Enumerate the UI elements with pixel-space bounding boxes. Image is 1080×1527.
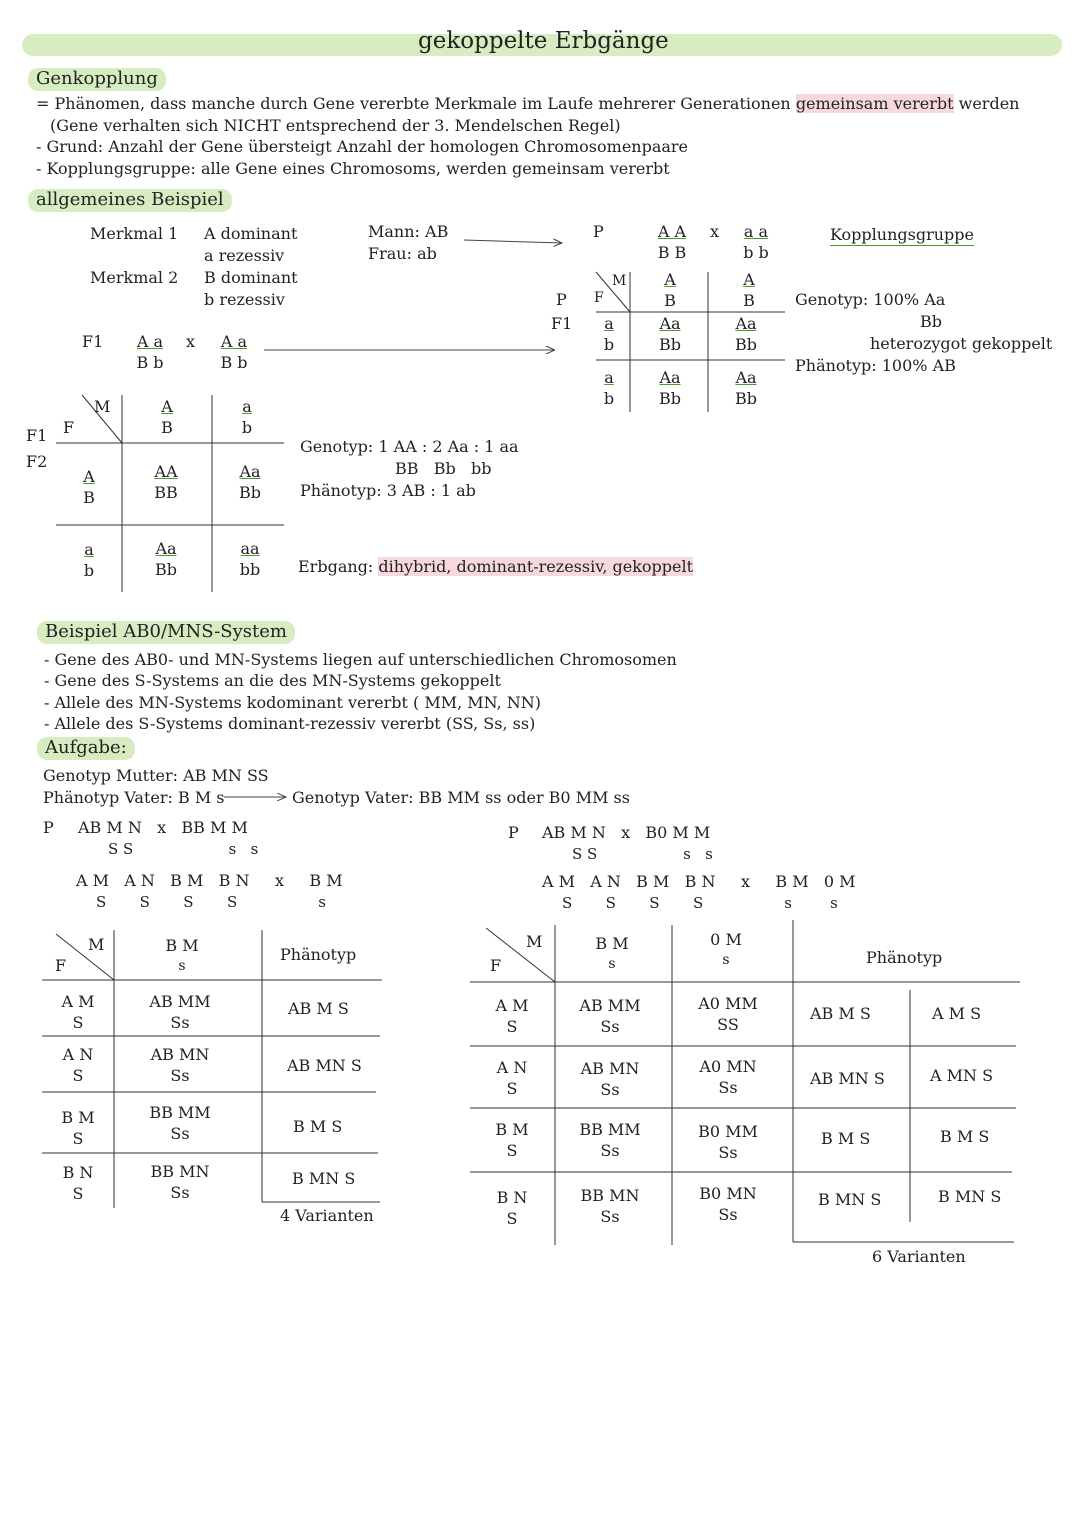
t: A0 MN: [699, 1057, 757, 1076]
right-row-3-p2: B M S: [940, 1127, 990, 1146]
b: Ss: [600, 1079, 620, 1099]
parent-ab-bottom: b b: [743, 242, 769, 262]
t: B M: [495, 1120, 529, 1139]
left-row-1-c: [140, 992, 220, 1034]
left-row-4-c: [140, 1162, 220, 1204]
b: b: [241, 417, 253, 437]
genotyp-mutter: Genotyp Mutter: AB MN SS: [43, 766, 269, 785]
b: Bb: [659, 334, 681, 354]
b: B: [161, 417, 173, 437]
right-row-2-p1: AB MN S: [810, 1069, 885, 1088]
right-gametes: A M A N B M B N x B M 0 M: [542, 872, 856, 891]
b: S: [72, 1012, 84, 1032]
t: Aa: [735, 314, 757, 333]
b: Bb: [155, 559, 177, 579]
t: Aa: [659, 314, 681, 333]
t: BB MM: [149, 1103, 211, 1122]
left-row-4-p: B MN S: [292, 1169, 356, 1188]
erbgang-line: [298, 557, 693, 577]
small-grid-m: M: [612, 273, 627, 289]
t: A: [664, 270, 676, 289]
right-row-4-g: [490, 1188, 534, 1230]
right-row-2-c1: [572, 1059, 648, 1101]
f2-m: M: [94, 397, 111, 416]
b: S: [506, 1208, 518, 1228]
b: Ss: [718, 1077, 738, 1097]
abo-line-2: - Gene des S-Systems an die des MN-Systems gekoppelt: [44, 671, 501, 690]
f2-cell-1: [146, 462, 186, 504]
f2-col-ab: [232, 397, 262, 439]
right-row-4-p1: B MN S: [818, 1190, 882, 1209]
small-row-ab1: [594, 314, 624, 356]
left-cross: AB M N x BB M M: [78, 818, 248, 837]
left-row-2-c: [140, 1045, 220, 1087]
b: Ss: [600, 1016, 620, 1036]
t: AA: [154, 462, 178, 481]
small-cell-1: [652, 314, 688, 356]
right-row-4-p2: B MN S: [938, 1187, 1002, 1206]
left-row-2-g: [56, 1045, 100, 1087]
phaenotyp-100: Phänotyp: 100% AB: [795, 356, 956, 375]
label-f1-side: F1: [26, 426, 48, 445]
small-cell-3: [652, 368, 688, 410]
left-varianten: 4 Varianten: [280, 1206, 374, 1225]
right-grid-f: F: [490, 956, 502, 975]
b: b: [603, 388, 615, 408]
t: B M: [61, 1108, 95, 1127]
merkmal1: Merkmal 1: [90, 224, 179, 243]
t: a: [604, 314, 614, 333]
parent-ab: [736, 222, 776, 264]
b: Ss: [170, 1182, 190, 1202]
t: A: [743, 270, 755, 289]
parent-AB: [652, 222, 692, 264]
small-cell-2: [728, 314, 764, 356]
t: B N: [62, 1163, 94, 1182]
b: Bb: [239, 482, 261, 502]
t: A M: [495, 996, 529, 1015]
b: b: [83, 560, 95, 580]
right-col-header-2: [696, 930, 756, 969]
definition-text: = Phänomen, dass manche durch Gene vererbte Merkmale im Laufe mehrerer Generationen: [36, 94, 796, 113]
genotyp-100: Genotyp: 100% Aa: [795, 290, 946, 309]
t: AB MN: [580, 1059, 640, 1078]
right-col-header-1: [582, 934, 642, 973]
b: B b: [136, 352, 164, 372]
f2-col-AB: [152, 397, 182, 439]
right-row-2-p2: A MN S: [930, 1066, 994, 1085]
grund-line: - Grund: Anzahl der Gene übersteigt Anzahl der homologen Chromosomenpaare: [36, 137, 689, 156]
arrow-right: [464, 240, 562, 243]
t: Aa: [155, 539, 177, 558]
right-cross: AB M N x B0 M M: [542, 823, 711, 842]
right-p: P: [508, 823, 519, 842]
b: s: [722, 951, 730, 968]
right-row-3-p1: B M S: [821, 1129, 871, 1148]
b: Bb: [659, 388, 681, 408]
small-row-ab2: [594, 368, 624, 410]
label-p: P: [593, 222, 604, 241]
left-cross-2: S S s s: [108, 840, 259, 858]
phaenotyp-f2: Phänotyp: 3 AB : 1 ab: [300, 481, 476, 500]
left-phaenotyp-header: Phänotyp: [280, 945, 357, 964]
f1-parent1: [132, 332, 168, 374]
abo-line-4: - Allele des S-Systems dominant-rezessiv vererbt (SS, Ss, ss): [44, 714, 536, 733]
m2-rezessiv: b rezessiv: [204, 290, 285, 309]
t: a: [84, 540, 94, 559]
t: B M: [595, 934, 629, 953]
parent-AB-top: A A: [657, 222, 687, 241]
b: B: [83, 487, 95, 507]
genotyp-vater: Genotyp Vater: BB MM ss oder B0 MM ss: [292, 788, 630, 807]
cross-x: x: [710, 222, 720, 241]
b: S: [72, 1128, 84, 1148]
t: BB MN: [580, 1186, 640, 1205]
frau: Frau: ab: [368, 244, 437, 263]
small-col-AB2: [734, 270, 764, 312]
left-col-header: [152, 936, 212, 975]
t: B M: [165, 936, 199, 955]
b: Ss: [718, 1204, 738, 1224]
genotyp-f2: Genotyp: 1 AA : 2 Aa : 1 aa: [300, 437, 519, 456]
small-grid-f: F: [594, 290, 604, 306]
b: B: [743, 290, 755, 310]
label-f2-side: F2: [26, 452, 48, 471]
t: B N: [496, 1188, 528, 1207]
m1-rezessiv: a rezessiv: [204, 246, 285, 265]
f2-row-AB: [74, 467, 104, 509]
b: BB: [154, 482, 178, 502]
b: Bb: [735, 334, 757, 354]
t: a: [604, 368, 614, 387]
right-row-1-c2: [690, 994, 766, 1036]
right-gametes-2: S S S S s s: [562, 894, 838, 912]
right-row-1-p2: A M S: [932, 1004, 982, 1023]
t: Aa: [239, 462, 261, 481]
right-row-3-c1: [572, 1120, 648, 1162]
erbgang-value: dihybrid, dominant-rezessiv, gekoppelt: [378, 557, 694, 576]
heading-genkopplung: Genkopplung: [28, 68, 166, 91]
t: A: [83, 467, 95, 486]
b: s: [608, 955, 616, 972]
heading-beispiel: allgemeines Beispiel: [28, 189, 232, 212]
b: Bb: [735, 388, 757, 408]
right-cross-2: S S s s: [572, 845, 713, 863]
right-row-1-c1: [572, 996, 648, 1038]
right-varianten: 6 Varianten: [872, 1247, 966, 1266]
t: Aa: [735, 368, 757, 387]
b: Ss: [170, 1065, 190, 1085]
t: AB MN: [150, 1045, 210, 1064]
right-row-2-c2: [690, 1057, 766, 1099]
label-p2: P: [556, 290, 567, 309]
merkmal2: Merkmal 2: [90, 268, 179, 287]
b: S: [72, 1183, 84, 1203]
t: AB MM: [579, 996, 641, 1015]
f1-x: x: [186, 332, 196, 351]
definition-end: werden: [953, 94, 1020, 113]
b: SS: [717, 1014, 739, 1034]
definition-highlight: gemeinsam vererbt: [795, 94, 954, 113]
f2-f: F: [63, 418, 75, 437]
b: Ss: [170, 1012, 190, 1032]
b: S: [506, 1016, 518, 1036]
right-row-1-g: [490, 996, 534, 1038]
t: B0 MM: [698, 1122, 758, 1141]
left-row-3-c: [140, 1103, 220, 1145]
right-row-4-c1: [572, 1186, 648, 1228]
left-gametes-2: S S S S s: [96, 893, 326, 911]
definition-note: (Gene verhalten sich NICHT entsprechend der 3. Mendelschen Regel): [50, 116, 621, 135]
t: BB MM: [579, 1120, 641, 1139]
page-title: gekoppelte Erbgänge: [418, 28, 669, 54]
m1-dominant: A dominant: [204, 224, 298, 243]
kopplungsgruppe-label: Kopplungsgruppe: [830, 225, 974, 244]
left-gametes: A M A N B M B N x B M: [76, 871, 343, 890]
left-grid-m: M: [88, 935, 105, 954]
heterozygot: heterozygot gekoppelt: [870, 334, 1053, 353]
b: bb: [239, 559, 261, 579]
f2-row-ab: [74, 540, 104, 582]
f2-cell-4: [230, 539, 270, 581]
b: Ss: [600, 1206, 620, 1226]
right-row-4-c2: [690, 1184, 766, 1226]
b: S: [72, 1065, 84, 1085]
left-row-4-g: [56, 1163, 100, 1205]
f2-cell-2: [230, 462, 270, 504]
b: B: [664, 290, 676, 310]
f1-parent2: [216, 332, 252, 374]
t: AB MM: [149, 992, 211, 1011]
small-col-AB1: [655, 270, 685, 312]
b: Ss: [600, 1140, 620, 1160]
b: S: [506, 1078, 518, 1098]
f2-cell-3: [146, 539, 186, 581]
phaenotyp-vater: Phänotyp Vater: B M s: [43, 788, 225, 807]
t: aa: [240, 539, 260, 558]
right-phaenotyp-header: Phänotyp: [866, 948, 943, 967]
genotyp-f2-b: BB Bb bb: [395, 459, 492, 478]
abo-line-3: - Allele des MN-Systems kodominant vererbt ( MM, MN, NN): [44, 693, 542, 712]
t: A0 MM: [698, 994, 758, 1013]
mann: Mann: AB: [368, 222, 449, 241]
b: s: [178, 957, 186, 974]
kopplung-line: - Kopplungsgruppe: alle Gene eines Chromosoms, werden gemeinsam vererbt: [36, 159, 670, 178]
b: B b: [220, 352, 248, 372]
left-p: P: [43, 818, 54, 837]
abo-line-1: - Gene des AB0- und MN-Systems liegen auf unterschiedlichen Chromosomen: [44, 650, 677, 669]
b: Ss: [170, 1123, 190, 1143]
b: S: [506, 1140, 518, 1160]
right-row-3-c2: [690, 1122, 766, 1164]
t: BB MN: [150, 1162, 210, 1181]
t: A M: [61, 992, 95, 1011]
b: b: [603, 334, 615, 354]
erbgang-label: Erbgang:: [298, 557, 379, 576]
right-grid-m: M: [526, 932, 543, 951]
label-f1-right: F1: [551, 314, 573, 333]
t: A: [161, 397, 173, 416]
genotyp-100-b: Bb: [920, 312, 942, 331]
t: Aa: [659, 368, 681, 387]
aufgabe-heading: Aufgabe:: [37, 737, 135, 760]
left-row-1-p: AB M S: [288, 999, 349, 1018]
small-cell-4: [728, 368, 764, 410]
t: A a: [136, 332, 164, 351]
left-row-3-p: B M S: [293, 1117, 343, 1136]
left-row-3-g: [56, 1108, 100, 1150]
label-f1: F1: [82, 332, 104, 351]
t: a: [242, 397, 252, 416]
parent-ab-top: a a: [743, 222, 769, 241]
right-row-3-g: [490, 1120, 534, 1162]
right-row-2-g: [490, 1058, 534, 1100]
left-row-1-g: [56, 992, 100, 1034]
t: A a: [220, 332, 248, 351]
left-row-2-p: AB MN S: [287, 1056, 362, 1075]
parent-AB-bottom: B B: [657, 242, 687, 262]
t: A N: [496, 1058, 528, 1077]
t: B0 MN: [699, 1184, 757, 1203]
heading-abo: Beispiel AB0/MNS-System: [37, 621, 295, 644]
right-row-1-p1: AB M S: [810, 1004, 871, 1023]
left-grid-f: F: [55, 956, 67, 975]
b: Ss: [718, 1142, 738, 1162]
m2-dominant: B dominant: [204, 268, 298, 287]
t: A N: [62, 1045, 94, 1064]
t: 0 M: [710, 930, 742, 949]
